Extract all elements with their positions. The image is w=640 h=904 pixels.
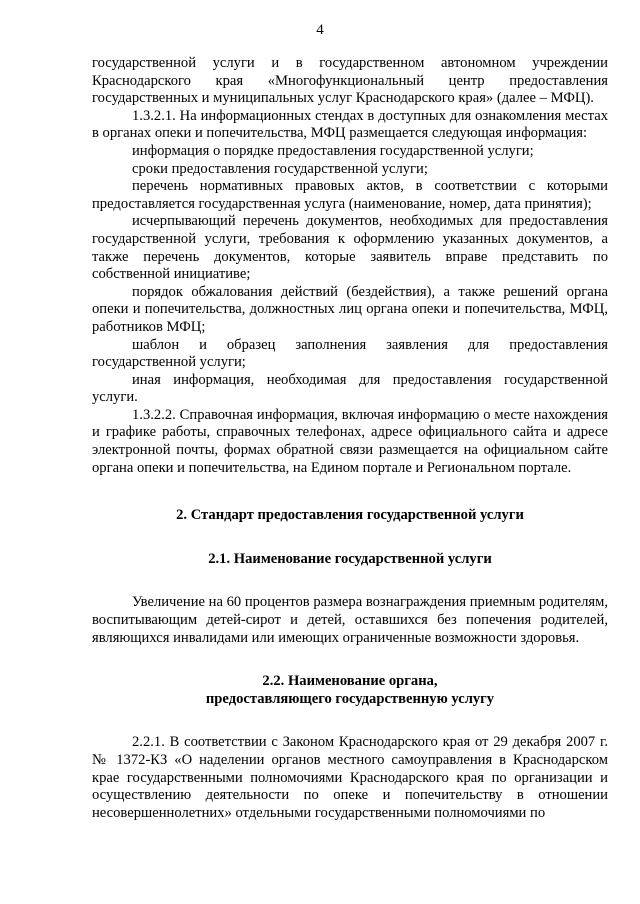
page-number: 4 — [316, 22, 324, 38]
paragraph: сроки предоставления государственной услуги; — [132, 160, 428, 177]
paragraph: порядок обжалования действий (бездействия), а также решений органа опеки и попечительства, должностных лиц органа опеки и попечительства, МФЦ, работников МФЦ; — [92, 283, 608, 335]
paragraph: государственной услуги и в государственном автономном учреждении Краснодарского края «Многофункциональный центр предоставления государственных и муниципальных услуг Краснодарского края» (далее – МФЦ). — [92, 55, 608, 107]
section-heading: 2.2. Наименование органа, — [262, 673, 438, 690]
section-heading: 2.1. Наименование государственной услуги — [208, 550, 492, 567]
paragraph: исчерпывающий перечень документов, необходимых для предоставления государственной услуги, требования к оформлению указанных документов, а также перечень документов, которые заявитель вправе представить по собственной инициативе; — [92, 213, 608, 283]
paragraph: иная информация, необходимая для предоставления государственной услуги. — [92, 371, 608, 406]
section-heading: 2. Стандарт предоставления государственной услуги — [176, 507, 524, 524]
paragraph: 2.2.1. В соответствии с Законом Краснодарского края от 29 декабря 2007 г. № 1372-КЗ «О наделении органов местного самоуправления в Краснодарском крае государственными полномочиями Краснодарского края по организации и осуществлению деятельности по опеке и попечительству в отношении несовершеннолетних» отдельными государственными полномочиями по — [92, 734, 608, 821]
document-body — [92, 55, 608, 822]
paragraph: информация о порядке предоставления государственной услуги; — [132, 142, 534, 159]
section-heading: предоставляющего государственную услугу — [205, 690, 495, 707]
paragraph: 1.3.2.1. На информационных стендах в доступных для ознакомления местах в органах опеки и попечительства, МФЦ размещается следующая информация: — [92, 107, 608, 142]
paragraph: шаблон и образец заполнения заявления для предоставления государственной услуги; — [92, 336, 608, 371]
paragraph: 1.3.2.2. Справочная информация, включая информацию о месте нахождения и графике работы, справочных телефонах, адресе официального сайта и адресе электронной почты, формах обратной связи размещается на официальном сайте органа опеки и попечительства, на Едином портале и Региональном портале. — [92, 406, 608, 476]
paragraph: Увеличение на 60 процентов размера вознаграждения приемным родителям, воспитывающим детей-сирот и детей, оставшихся без попечения родителей, являющихся инвалидами или имеющих ограниченные возможности здоровья. — [92, 594, 608, 646]
paragraph: перечень нормативных правовых актов, в соответствии с которыми предоставляется государственная услуга (наименование, номер, дата принятия); — [92, 178, 608, 212]
